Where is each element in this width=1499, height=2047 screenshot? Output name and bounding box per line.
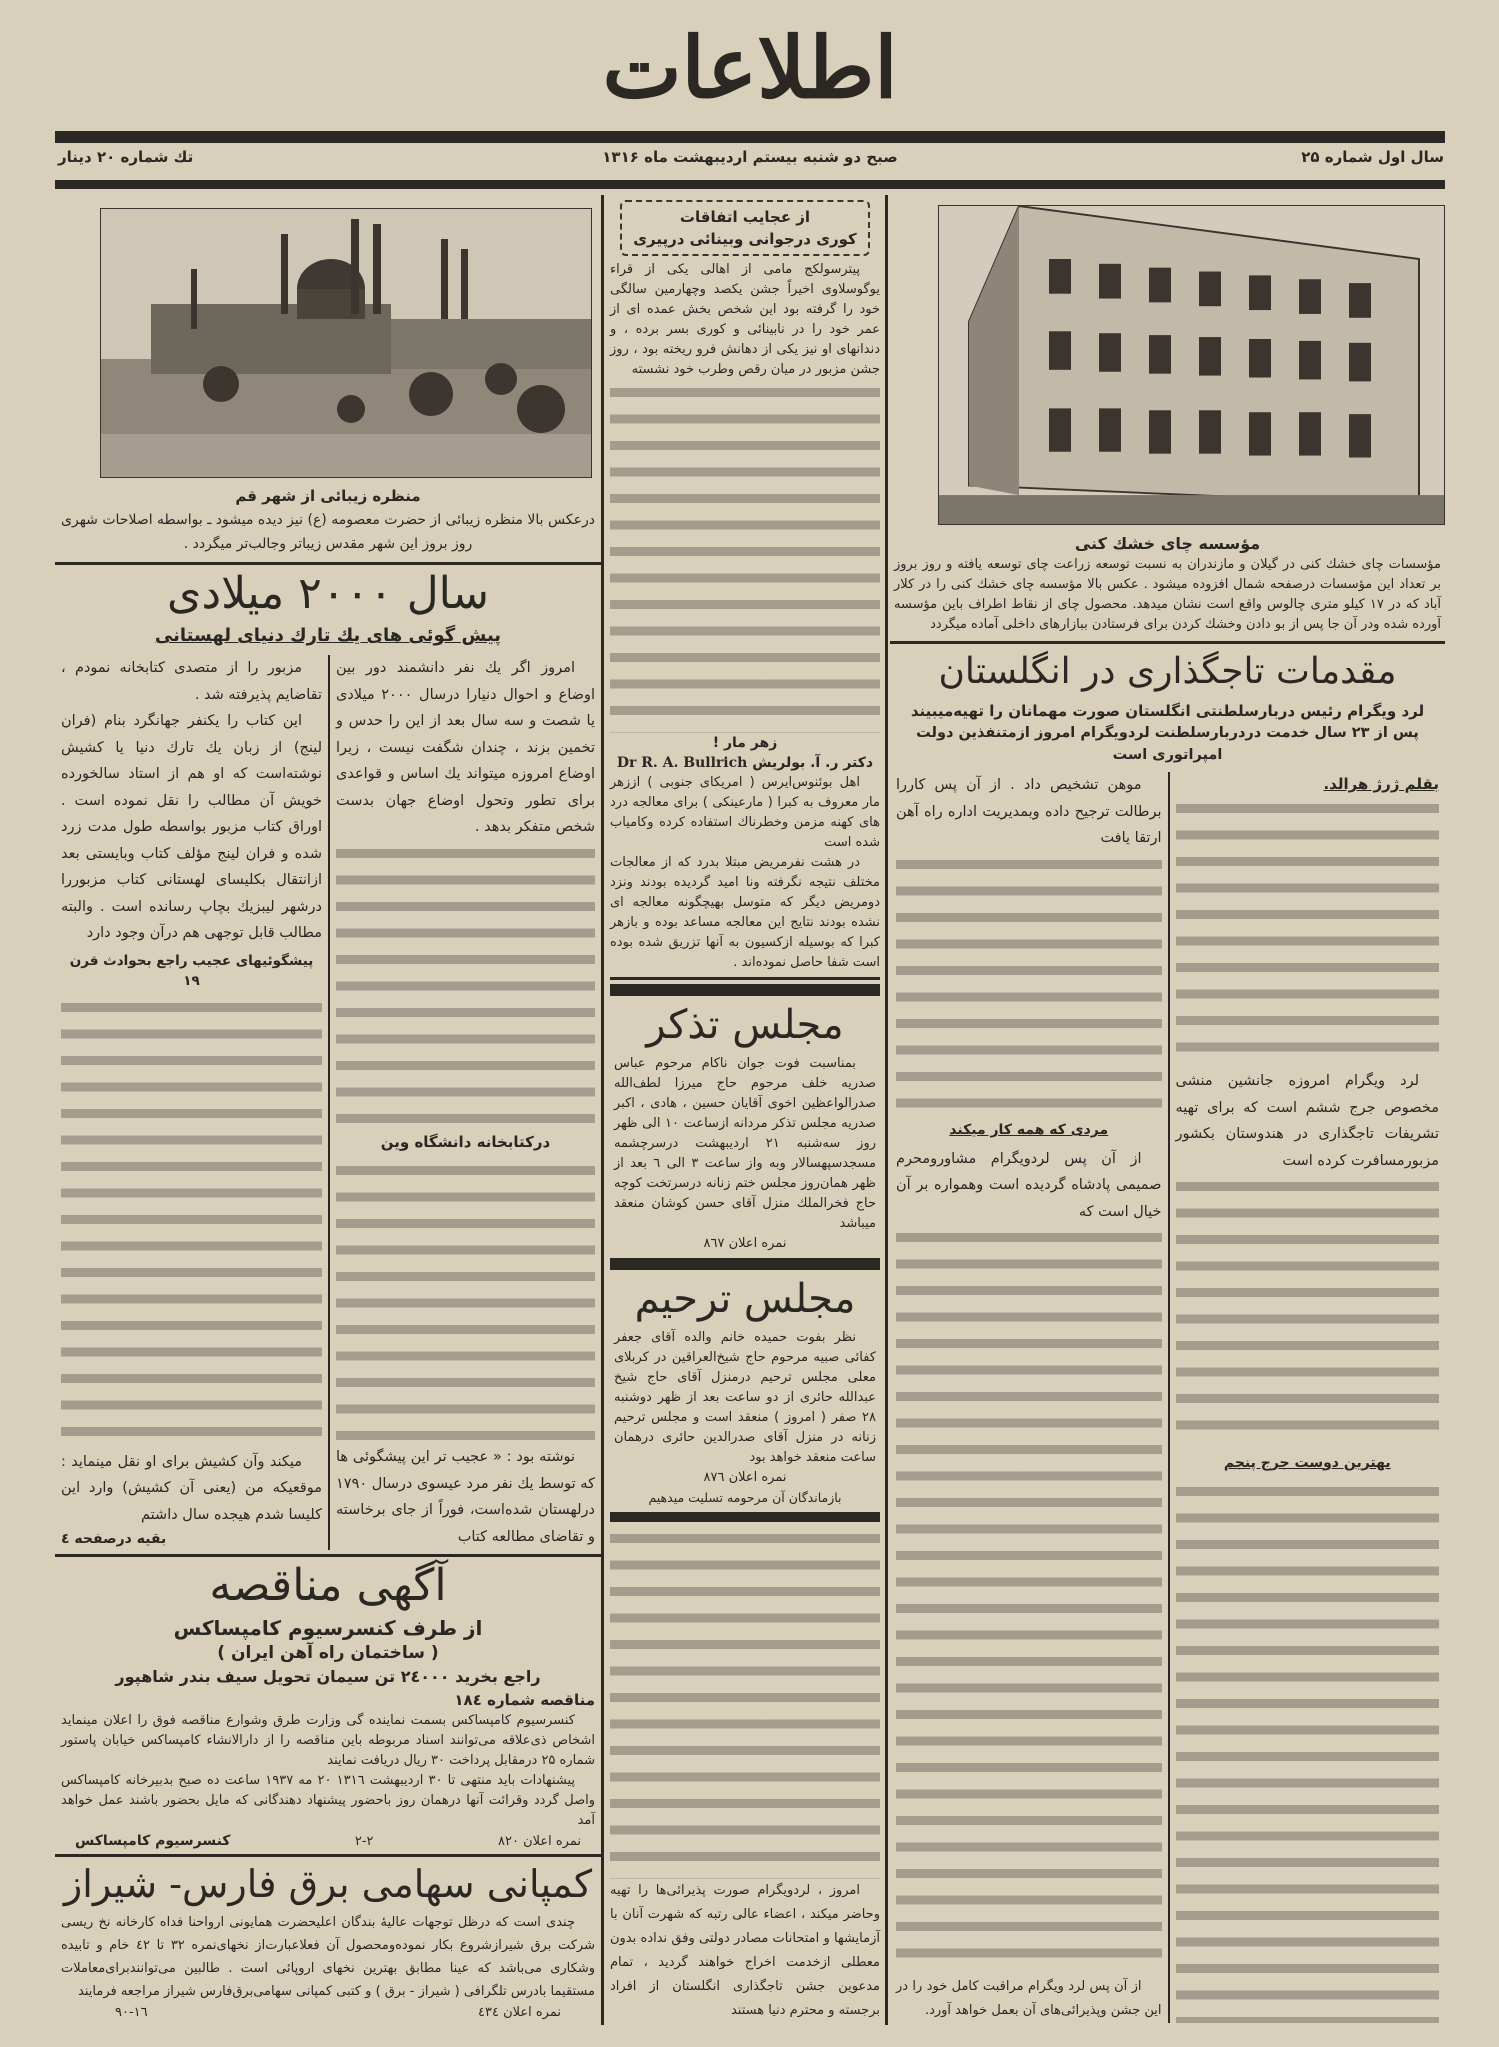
coronation-subhead-2: پس از ۲۳ سال خدمت دردربارسلطنت لردویگرام امروز ازمتنفذین دولت امپراتوری است [916,725,1419,763]
paragraph: امروز اگر یك نفر دانشمند دور بین اوضاع و احوال دنیارا درسال ۲۰۰۰ میلادی یا شصت و سه سال بعد از این را حدس و تخمین بزند ، چندان شگفت نیست ، زیرا اوضاع امروزه میتواند یك اساس و قواعدی برای تطور وتحول اوضاع جهان بدست شخص متفكر بدهد . [336,660,595,835]
illegible-text-block [336,1158,595,1444]
section-rule [610,1512,880,1522]
electric-company-headline: كمپانی سهامی برق فارس- شیراز [63,1862,593,1906]
best-friend-subhead: بهترین دوست جرج پنجم [1223,1454,1391,1471]
year2000-text-left-end [61,1449,322,1529]
year2000-headline: سال ۲۰۰۰ میلادی [167,568,489,619]
year2000-text-right [336,655,595,841]
newspaper-masthead: اطلاعات [602,18,898,117]
coronation-subhead-1: لرد ویگرام رئیس دربارسلطنتی انگلستان صورت مهمانان را تهیه‌میبیند [910,702,1425,720]
mourning-text [610,1328,880,1468]
paragraph: لرد ویگرام امروزه جانشین منشی مخصوص جرج ششم است كه برای تهیه تشریفات تاجگذاری در هندوستان بكشور مزبورمسافرت كرده است [1175,1073,1439,1169]
paragraph: از آن پس لردویگرام مشاورومحرم صمیمی پادشاه گردیده است وهمواره بر آن خیال است كه [896,1150,1162,1220]
section-rule [610,977,880,980]
qom-caption-title: منظره زیبائی از شهر قم [235,487,421,505]
paragraph: در هشت نفرمریض مبتلا بدرد كه از معالجات مختلف نتیجه نگرفته ونا امید گردیده بودند ونزد دومریض دیگر كه متوسل بهیچگونه معالجه ای نشده بودند نتایج این معالجه مساعد بوده و بازهر كبرا كه بوسیله ازكسیون به آنها تزریق شده بوده است شفا حاصل نموده‌اند . [610,855,880,970]
year2000-columns [55,655,601,1550]
paragraph: از آن پس لرد ویگرام مراقبت كامل خود را در این جشن وپذیرائی‌های آن بعمل خواهد آورد. [896,1979,1162,2018]
snake-venom-title: زهر مار ! [712,735,778,751]
tea-caption-title: مؤسسه چای خشك كنی [1074,534,1261,553]
tea-factory-photo [938,205,1445,525]
column-divider [601,195,604,2025]
electric-footer [55,2003,601,2023]
qom-caption-text: درعکس بالا منظره زیبائی از حضرت معصومه (ع) نیز دیده میشود ـ بواسطه اصلاحات شهری روز بروز این شهر مقدس زیباتر وجالب‌تر میگردد . [61,512,595,552]
year2000-text-left [61,655,322,947]
tender-subject: راجع بخرید ۲٤۰۰۰ تن سیمان تحویل سیف بندر شاهپور [115,1667,541,1686]
electric-company-text [55,1911,601,2003]
coronation-columns [890,772,1445,2023]
tender-text [55,1711,601,1831]
issue-price: تك شماره ۲۰ دینار [58,148,194,166]
left-column [55,208,601,2023]
doctor-name [610,753,880,773]
column-divider [885,195,888,2025]
coronation-headline: مقدمات تاجگذاری در انگلستان [938,651,1397,692]
man-who-does-everything-text [896,1146,1162,1226]
memorial-title: مجلس تذكر [646,1002,844,1048]
paragraph: نوشته بود : « عجیب تر این پیشگوئی ها كه توسط یك نفر مرد عیسوی درسال ۱۷۹۰ درلهستان شده‌است، فوراً از جای برخاسته و تقاضای مطالعه كتاب [336,1449,595,1545]
coronation-byline: بقلم ژرژ هرالد. [1323,775,1439,793]
section-rule [610,984,880,996]
paragraph: بمناسبت فوت جوان ناكام مرحوم عباس صدریه خلف مرحوم حاج میرزا لطف‌الله صدرالواعظین اخوی آقایان حسین ، هادی ، اكبر صدریه مجلس تذكر مردانه ازساعت ۱۰ الی ظهر روز سه‌شنبه ۲۱ اردیبهشت درسرچشمه مسجدسپهسالار وبه واز ساعت ۳ الی ٦ بعد از ظهر همان‌روز مجلس ختم زنانه درسرتخت كوچه حاج فخرالملك منزل آقای حسن كوشان منعقد میباشد [614,1056,877,1231]
coronation-text-left [896,772,1162,852]
year2000-left-column [55,655,328,1550]
year2000-text-right-end [336,1444,595,1550]
continued-on-page-4[interactable]: بقیه درصفحه ٤ [61,1531,167,1547]
year2000-subhead: پیش گوئی های یك تارك دنیای لهستانی [154,625,502,646]
tender-ad-code: ۲-۲ [354,1834,374,1849]
year2000-right-column [328,655,601,1550]
issue-date: صبح دو شنبه بیستم اردیبهشت ماه ۱۳۱۶ [602,148,898,166]
memorial-ad-number: نمره اعلان ۸٦۷ [703,1236,787,1251]
wonders-title-box [620,200,870,256]
paragraph: چندی است كه درظل توجهات عالیهٔ بندگان اعلیحضرت همایونی ارواحنا فداه كارخانه نخ ریسی شركت برق شیرازشروع بكار نموده‌ومحصول آن فعلاعبارت‌از نخهای‌نمره ۳۲ تا ٤۲ خام و تابیده وشكاری می‌باشد كه عینا مطابق بهترین نخهای اروپائی است . طالبین می‌توانندبرای‌معاملات مستقیما بادرس تلگرافی ( شیراز - برق ) و كتبی كمپانی سهامی‌برق‌فارس شیراز مراجعه فرمایند [61,1915,595,1999]
illegible-text-block [336,841,595,1127]
paragraph: اهل بوئنوس‌ایرس ( امریكای جنوبی ) اززهر مار معروف به كبرا ( مارعینكی ) برای معالجه درد های كهنه مزمن وخطرناك استفاده كرده وكامیاب شده است [610,775,880,850]
electric-ad-number: نمره اعلان ٤۳٤ [477,2005,561,2020]
illegible-text-block [1176,1479,1440,2024]
illegible-text-block [1176,796,1440,1068]
coronation-right-column [1168,772,1446,2023]
illegible-text-block [896,1225,1162,1975]
paragraph: پیشنهادات باید منتهی تا ۳۰ اردیبهشت ۱۳۱٦ ۲۰ مه ۱۹۳۷ ساعت ده صبح بدبیرخانه كامپساكس واصل گردد وقرائت آنها درهمان روز باحضور پیشنهاد دهندگانی كه مایل بحضور باشند عمل خواهد آمد [61,1773,595,1828]
wonders-title: از عجایب اتفاقات [679,208,811,226]
vienna-library-subhead: دركتابخانه دانشگاه وین [380,1133,551,1152]
paragraph: نظر بفوت حمیده خانم والده آقای جعفر كفائی صبیه مرحوم حاج شیخ‌العراقین در كربلای معلی مجلس ترحیم درمنزل آقای حاج شیخ عبدالله حائری از دو ساعت بعد از ظهر دوشنبه ۲۸ صفر ( امروز ) منعقد است و مجلس ترحیم زنانه در منزل آقای صدرالدین حائری درهمان ساعت منعقد خواهد بود [614,1330,876,1465]
illegible-text-block [896,852,1162,1114]
paragraph: امروز ، لردویگرام صورت پذیرائی‌ها را تهیه وحاضر میكند ، اعضاء عالی رتبه كه شهرت آنان با آزمایشها و امتحانات مصادر دولتی وفق نداده بدون معطلی ازخدمت اخراج خواهند گردید ، تمام مدعوین جشن تاجگذاری انگلستان از افراد برجسته و محترم دنیا هستند [610,1883,880,2018]
lord-wigram-text [1176,1068,1440,1174]
tender-from: از طرف كنسرسیوم كامپساكس [173,1616,483,1640]
mourning-title: مجلس ترحیم [634,1276,856,1322]
paragraph: این كتاب را یكنفر جهانگرد بنام (فران لینج) از زبان یك تارك دنیا یا كشیش نوشته‌است كه او هم از استاد سالخورده خویش آن مطالب را نقل نموده است . اوراق كتاب مزبور بواسطه طول مدت زرد شده و فران لینج مؤلف كتاب وبایستی بعد ازانتقال بكلیسای لهستانی كتاب مزبوررا درشهر لیبزیك بچاپ رسانده است . والبته مطالب قابل توجهی هم درآن وجود دارد [61,713,322,941]
doctor-name-persian: دكتر ر. آ. بولریش [752,755,874,771]
paragraph: موهن تشخیص داد . از آن پس كاررا برطالت ترجیح داده وبمدیریت اداره راه آهن ارتقا یافت [896,777,1162,846]
tender-footer [55,1831,601,1854]
paragraph: مزبور را از متصدی كتابخانه نمودم ، تقاضایم پذیرفته شد . [61,660,322,703]
qom-shrine-photo [100,208,592,478]
illegible-text-block [610,380,880,733]
prophecies-subhead: پیشگوئیهای عجیب راجع بحوادث قرن ۱۹ [69,952,314,989]
coronation-text-end [896,1975,1162,2023]
masthead-rule-top [55,131,1445,143]
section-rule [610,1258,880,1270]
man-who-does-everything-subhead: مردی كه همه كار میكند [949,1121,1109,1138]
coronation-continuation-text [610,1879,880,2023]
middle-column [610,200,880,2023]
tender-signature: كنسرسیوم كامپساكس [75,1833,231,1849]
wonders-subtitle: كوری درجوانی وبینائی درپیری [633,230,857,248]
electric-ad-code: ۹۰-۱٦ [115,2005,148,2020]
snake-venom-text [610,773,880,973]
illegible-text-block [1176,1174,1440,1446]
right-column [890,205,1445,2023]
issue-number: سال اول شماره ۲۵ [1301,148,1444,166]
doctor-name-latin: Dr R. A. Bullrich [616,755,748,771]
tender-project: ( ساختمان راه آهن ایران ) [217,1643,439,1663]
tea-caption-text: مؤسسات چای خشك كنی در گیلان و مازندران به نسبت توسعه زراعت چای توسعه یافته و روز بروز بر تعداد این مؤسسات درصفحه شمال افزوده میشود . عكس بالا مؤسسه چای خشك كنی را در كلار آباد كه در ۱۷ كیلو متری چالوس واقع است نشان میدهد. محصول چای از نقاط اطراف باین مؤسسه آورده شده ودر آن جا پس از بو دادن وخشك كردن برای فرستادن ببازارهای داخلی آماده میگردد [894,557,1441,632]
tender-number: مناقصه شماره ۱۸٤ [454,1691,595,1709]
illegible-text-block [610,1526,880,1879]
paragraph: كنسرسیوم كامپساكس بسمت نماینده گی وزارت طرق وشوارع مناقصه فوق را اعلان مینماید اشخاص ذی‌علاقه می‌توانند اسناد مربوطه باین مناقصه را از دارالانشاء كامپساكس خیابان پاستور شماره ۲۵ درمقابل پرداخت ۳۰ ریال دریافت نمایند [61,1713,595,1768]
tender-headline: آگهی مناقصه [209,1560,447,1611]
wonders-text [610,260,880,380]
memorial-text [610,1054,880,1234]
tender-ad-number: نمره اعلان ۸۲۰ [497,1834,581,1849]
paragraph: پیترسولكج مامی از اهالی یكی از قراء یوگوسلاوی اخیراً جشن یكصد وچهارمین سالگی خود را گرفته بود این شخص بخش عمده ای از عمر خود را در نابینائی و كوری بسر برده ، و دندانهای او نیز یكی از دهانش فرو ریخته بود ، روز جشن مزبور در میان رقص وطرب خود نشسته [610,262,880,377]
mourning-family: بازماندگان آن مرحومه تسلیت میدهیم [648,1490,842,1505]
masthead-rule-bottom [55,180,1445,189]
illegible-text-block [61,995,322,1449]
paragraph: میكند وآن كشیش برای او نقل مینماید : موقعیكه من (یعنی آن كشیش) وارد این كلیسا شدم هیجده سال داشتم [61,1453,322,1523]
mourning-ad-number: نمره اعلان ۸۷٦ [703,1470,787,1485]
coronation-left-column [890,772,1168,2023]
